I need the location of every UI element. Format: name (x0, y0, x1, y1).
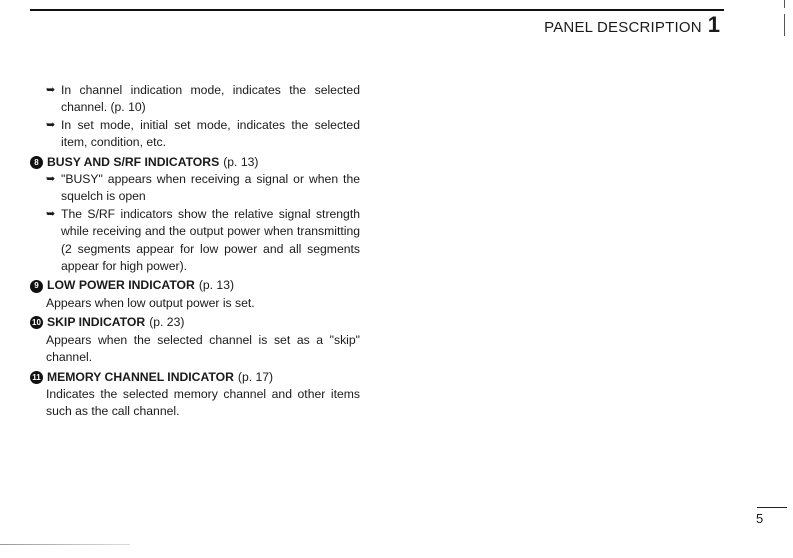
page-reference: (p. 13) (198, 278, 235, 293)
page-reference: (p. 17) (237, 369, 274, 384)
item-heading (30, 154, 360, 171)
footer-rule (757, 507, 787, 508)
item-busy-srf (30, 154, 360, 276)
margin-tick (784, 0, 785, 8)
item-number-badge: 8 (30, 156, 43, 169)
header-rule (30, 9, 724, 11)
panel-description-content (30, 82, 360, 421)
page-reference: (p. 23) (149, 315, 185, 330)
page-number: 5 (756, 511, 764, 526)
item-description: Indicates the selected memory channel and other items such as the call channel. (46, 386, 360, 419)
item-number-badge: 11 (30, 371, 43, 384)
item-heading (30, 314, 360, 331)
bullet-text: The S/RF indicators show the relative signal strength while receiving and the output power when transmitting (2 segments appear for low power and all segments appear for high power). (61, 206, 360, 274)
arrow-bullet-icon: ➥ (46, 173, 56, 186)
list-item (46, 171, 360, 206)
page-header (530, 12, 720, 38)
scan-edge-mark (0, 544, 130, 545)
arrow-bullet-icon: ➥ (46, 84, 56, 96)
bullet-text: In set mode, initial set mode, indicates the selected item, condition, etc. (61, 117, 360, 150)
bullet-text: In channel indication mode, indicates the selected channel. (p. 10) (61, 83, 360, 115)
item-heading (30, 277, 360, 294)
list-item (46, 117, 360, 152)
arrow-bullet-icon: ➥ (46, 207, 56, 220)
item-number-badge: 9 (30, 280, 43, 293)
list-item (46, 206, 360, 276)
chapter-number: 1 (707, 12, 720, 37)
item-number-badge: 10 (30, 316, 43, 329)
item-low-power (30, 277, 360, 312)
item-title: LOW POWER INDICATOR (47, 278, 195, 293)
item-description: Appears when the selected channel is set as a "skip" channel. (46, 332, 360, 365)
item-heading (30, 369, 360, 386)
margin-tick (784, 14, 785, 36)
section-title: PANEL DESCRIPTION (544, 19, 702, 36)
page-reference: (p. 13) (223, 154, 259, 169)
item-title: BUSY AND S/RF INDICATORS (47, 154, 220, 169)
item-title: MEMORY CHANNEL INDICATOR (47, 369, 234, 384)
list-item (46, 82, 360, 117)
arrow-bullet-icon: ➥ (46, 118, 56, 131)
item-title: SKIP INDICATOR (47, 315, 146, 330)
item-memory-channel (30, 369, 360, 421)
bullet-text: "BUSY" appears when receiving a signal or when the squelch is open (61, 172, 360, 204)
item-skip (30, 314, 360, 366)
item-description: Appears when low output power is set. (46, 295, 255, 310)
